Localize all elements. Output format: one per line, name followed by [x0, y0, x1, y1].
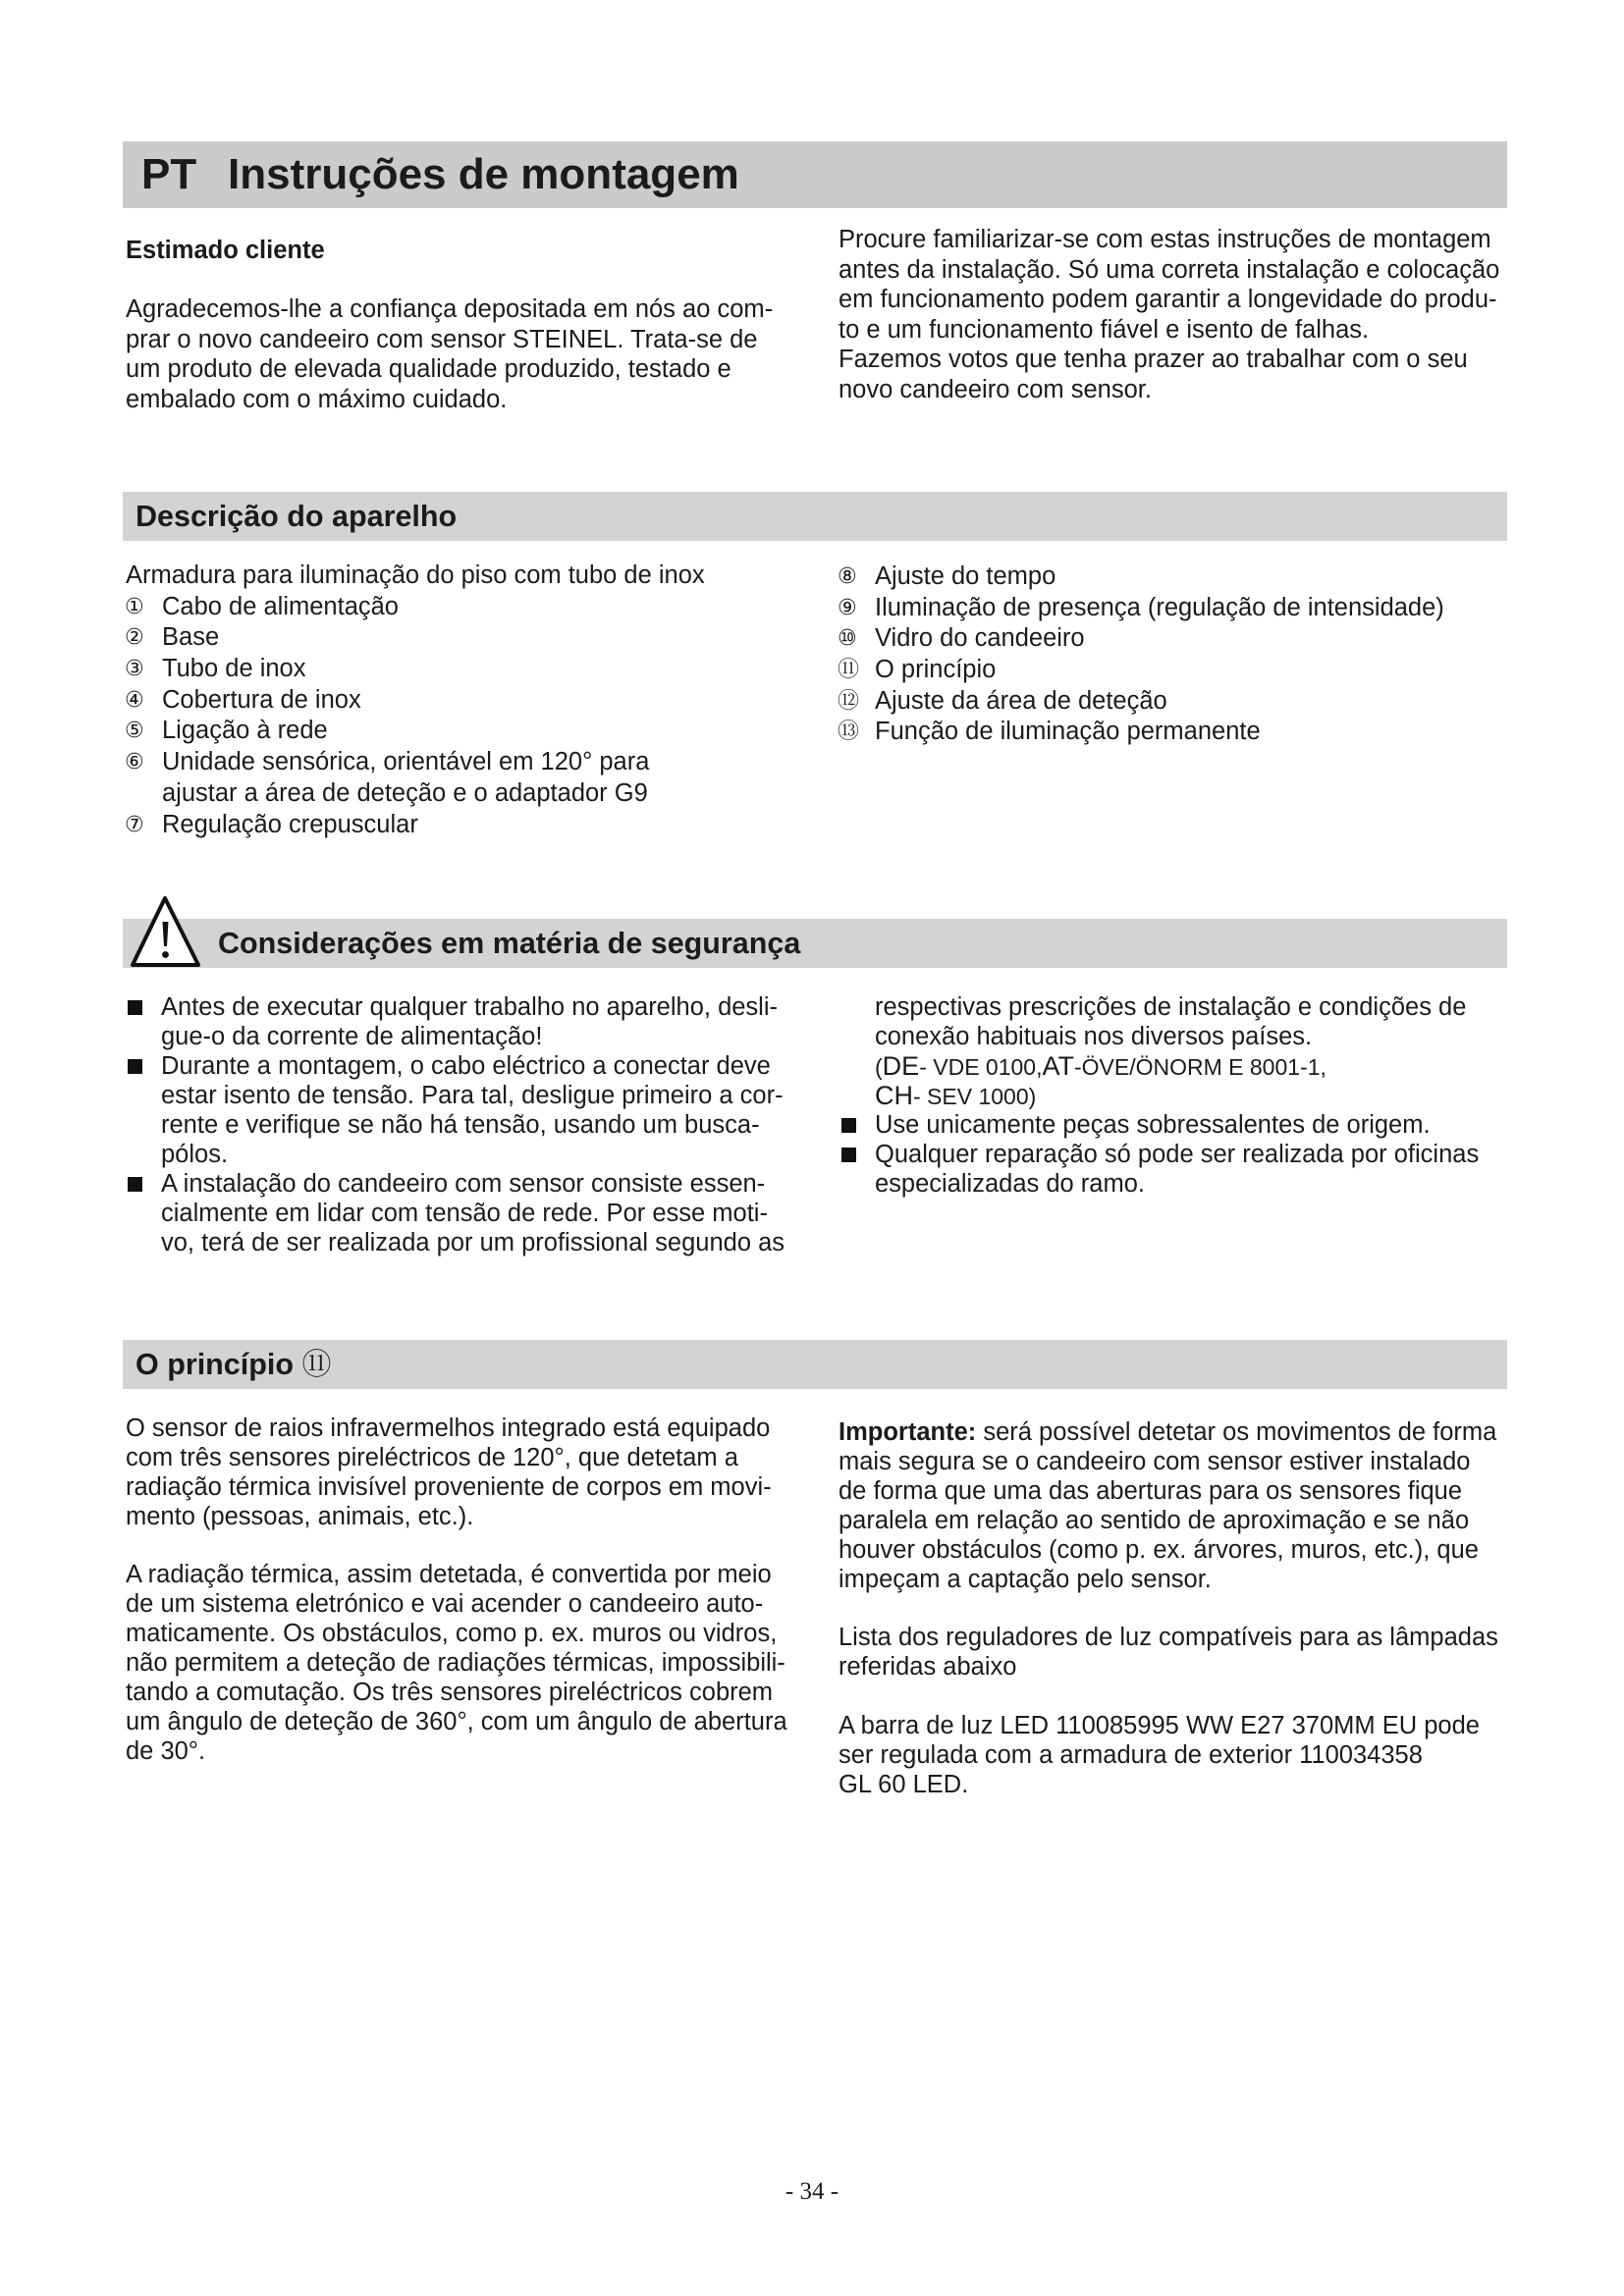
page-title: Instruções de montagem — [228, 150, 739, 198]
text-line: em funcionamento podem garantir a longevidade do produ- — [839, 286, 1497, 314]
bullet-marker — [841, 1118, 856, 1133]
norm-ch-standard: - SEV 1000) — [913, 1084, 1037, 1109]
text-line: respectivas prescrições de instalação e condições de — [875, 993, 1467, 1021]
text-line: Antes de executar qualquer trabalho no aparelho, desli- — [161, 993, 778, 1021]
text-line: referidas abaixo — [839, 1653, 1017, 1681]
bullet-text — [161, 1169, 785, 1257]
safety-right-column — [839, 992, 1479, 1199]
text-line: antes da instalação. Só uma correta instalação e colocação — [839, 255, 1500, 284]
bullet-marker — [128, 1000, 142, 1015]
important-paragraph — [839, 1417, 1498, 1594]
component-label: O princípio — [875, 656, 997, 684]
text-line: A barra de luz LED 110085995 WW E27 370MM EU pode — [839, 1712, 1480, 1739]
component-number: ⑪ — [838, 658, 860, 683]
component-list-right — [839, 561, 1444, 748]
norm-country-de: DE — [882, 1051, 920, 1081]
text-line: vo, terá de ser realizada por um profissional segundo as — [161, 1229, 785, 1256]
text-line: houver obstáculos (como p. ex. árvores, muros, etc.), que — [839, 1536, 1479, 1564]
bullet-marker — [841, 1148, 856, 1162]
principle-paragraph — [126, 1560, 787, 1766]
intro-right-paragraph — [839, 225, 1499, 405]
important-label: Importante: — [839, 1418, 977, 1446]
text-line: A instalação do candeeiro com sensor consiste essen- — [161, 1170, 766, 1198]
norm-open: ( — [875, 1054, 883, 1080]
text-line: especializadas do ramo. — [875, 1170, 1145, 1198]
bullet-text — [875, 1110, 1479, 1140]
text-line: Agradecemos-lhe a confiança depositada em nós ao com- — [126, 295, 774, 323]
component-number: ⑦ — [125, 812, 144, 837]
text-line: to e um funcionamento fiável e isento de falhas. — [839, 315, 1370, 344]
important-first-line — [839, 1417, 1498, 1447]
text-line: pólos. — [161, 1141, 229, 1168]
safety-bullet — [126, 1169, 785, 1257]
text-line: conexão habituais nos diversos países. — [875, 1023, 1313, 1050]
section-title: Considerações em matéria de segurança — [218, 927, 801, 960]
component-item — [839, 561, 1444, 593]
text-line: Procure familiarizar-se com estas instruções de montagem — [839, 226, 1491, 253]
component-item — [839, 717, 1444, 748]
component-number: ⑫ — [838, 688, 860, 714]
component-item — [126, 685, 705, 717]
text-line: mento (pessoas, animais, etc.). — [126, 1503, 474, 1530]
dimmer-list-paragraph — [839, 1623, 1498, 1682]
bullet-text — [161, 1051, 785, 1169]
text-line: gue-o da corrente de alimentação! — [161, 1023, 543, 1050]
text-line: embalado com o máximo cuidado. — [126, 385, 508, 413]
component-number: ⑥ — [125, 750, 144, 775]
component-number: ⑧ — [838, 564, 857, 589]
component-list-left — [126, 561, 705, 840]
component-label: Iluminação de presença (regulação de intensidade) — [875, 593, 1444, 621]
component-number: ⑨ — [838, 595, 857, 620]
bullet-text — [875, 1140, 1479, 1199]
warning-triangle-icon — [128, 891, 206, 970]
safety-bullet — [839, 1140, 1479, 1199]
text-line: um ângulo de deteção de 360°, com um ângulo de abertura — [126, 1707, 787, 1735]
component-item — [839, 623, 1444, 655]
text-line: Qualquer reparação só pode ser realizada por oficinas — [875, 1141, 1480, 1168]
component-number: ② — [125, 625, 144, 651]
section-bar-safety — [123, 919, 1507, 968]
component-label: Tubo de inox — [162, 655, 306, 683]
component-item — [839, 655, 1444, 686]
component-number: ① — [125, 594, 144, 619]
component-label: Regulação crepuscular — [162, 810, 418, 838]
component-number: ③ — [125, 657, 144, 682]
safety-left-column — [126, 992, 785, 1257]
text-line: Fazemos votos que tenha prazer ao trabalhar com o seu — [839, 346, 1468, 374]
component-number: ④ — [125, 687, 144, 713]
section-title-text: O princípio — [135, 1348, 294, 1381]
bullet-marker — [128, 1059, 142, 1074]
continuation-text — [875, 992, 1479, 1051]
component-label: Ajuste da área de deteção — [875, 686, 1167, 715]
section-bar-description — [123, 492, 1507, 541]
text-line: com três sensores pireléctricos de 120°, que detetam a — [126, 1444, 738, 1471]
component-number: ⑬ — [838, 720, 860, 745]
text-line: maticamente. Os obstáculos, como p. ex. muros ou vidros, — [126, 1619, 778, 1647]
text-line: tando a comutação. Os três sensores pireléctricos cobrem — [126, 1678, 774, 1706]
norm-country-ch: CH — [875, 1081, 913, 1110]
text-line: GL 60 LED. — [839, 1771, 969, 1798]
section-bar-principle — [123, 1340, 1507, 1389]
norm-at-standard: -ÖVE/ÖNORM E 8001-1, — [1073, 1054, 1326, 1080]
component-item — [126, 622, 705, 654]
component-label: Ajuste do tempo — [875, 562, 1056, 590]
norms-line-de-at — [875, 1051, 1479, 1081]
safety-bullet — [839, 1110, 1479, 1140]
safety-bullet — [126, 992, 785, 1051]
component-list-intro: Armadura para iluminação do piso com tubo de inox — [126, 561, 705, 589]
bullet-text — [161, 992, 785, 1051]
component-label: Ligação à rede — [162, 717, 328, 745]
norm-country-at: AT — [1042, 1051, 1074, 1081]
text-line: paralela em relação ao sentido de aproximação e se não — [839, 1507, 1470, 1534]
component-label: Função de iluminação permanente — [875, 718, 1261, 746]
important-text-rest — [839, 1447, 1498, 1594]
component-items-left — [126, 592, 705, 841]
component-label: Vidro do candeeiro — [875, 624, 1085, 653]
page-number: - 34 - — [785, 2178, 839, 2205]
text-line: O sensor de raios infravermelhos integrado está equipado — [126, 1415, 771, 1442]
component-label: Unidade sensórica, orientável em 120° para — [162, 748, 650, 776]
section-title: Descrição do aparelho — [135, 500, 458, 533]
text-line: de um sistema eletrónico e vai acender o candeeiro auto- — [126, 1589, 764, 1618]
bullet-continuation — [839, 992, 1479, 1110]
norms-line-ch — [875, 1081, 1479, 1110]
component-item — [126, 716, 705, 747]
text-line: prar o novo candeeiro com sensor STEINEL. Trata-se de — [126, 325, 758, 353]
component-item — [839, 686, 1444, 718]
component-label: Cobertura de inox — [162, 685, 361, 714]
principle-right-column — [839, 1417, 1498, 1799]
text-line: um produto de elevada qualidade produzido, testado e — [126, 355, 731, 384]
component-number: ⑤ — [125, 719, 144, 744]
component-number: ⑩ — [838, 626, 857, 652]
intro-left-paragraph — [126, 294, 773, 414]
principle-left-column — [126, 1414, 787, 1766]
component-label-continuation: ajustar a área de deteção e o adaptador G9 — [162, 778, 648, 807]
text-line: de forma que uma das aberturas para os sensores fique — [839, 1477, 1463, 1505]
text-line: A radiação térmica, assim detetada, é convertida por meio — [126, 1560, 772, 1588]
component-item — [126, 654, 705, 685]
component-items-right — [839, 561, 1444, 748]
text-line: Use unicamente peças sobressalentes de origem. — [875, 1111, 1431, 1139]
section-title — [135, 1340, 331, 1390]
component-item — [839, 593, 1444, 624]
text-line: radiação térmica invisível proveniente de corpos em movi- — [126, 1473, 772, 1501]
component-item — [126, 592, 705, 623]
title-bar — [123, 141, 1507, 208]
important-text: será possível detetar os movimentos de forma — [983, 1418, 1497, 1446]
component-item — [126, 810, 705, 841]
section-reference-number: ⑪ — [301, 1348, 332, 1382]
text-line: ser regulada com a armadura de exterior 110034358 — [839, 1741, 1423, 1769]
text-line: Lista dos reguladores de luz compatíveis para as lâmpadas — [839, 1624, 1498, 1651]
component-label: Cabo de alimentação — [162, 592, 399, 620]
text-line: Durante a montagem, o cabo eléctrico a conectar deve — [161, 1052, 771, 1080]
component-label: Base — [162, 623, 220, 652]
text-line: novo candeeiro com sensor. — [839, 375, 1152, 403]
greeting: Estimado cliente — [126, 237, 325, 264]
text-line: de 30°. — [126, 1736, 206, 1765]
text-line: impeçam a captação pelo sensor. — [839, 1566, 1212, 1593]
text-line: mais segura se o candeeiro com sensor estiver instalado — [839, 1448, 1471, 1475]
text-line: rente e verifique se não há tensão, usando um busca- — [161, 1111, 760, 1139]
principle-paragraph — [126, 1414, 787, 1531]
text-line: não permitem a deteção de radiações térmicas, impossibili- — [126, 1648, 785, 1677]
language-code: PT — [141, 150, 197, 198]
text-line: cialmente em lidar com tensão de rede. Por esse moti- — [161, 1200, 768, 1227]
component-item — [126, 747, 705, 778]
led-bar-paragraph — [839, 1711, 1498, 1799]
text-line: estar isento de tensão. Para tal, desligue primeiro a cor- — [161, 1082, 784, 1109]
bullet-marker — [128, 1177, 142, 1192]
norm-de-standard: - VDE 0100, — [919, 1054, 1043, 1080]
safety-bullet — [126, 1051, 785, 1169]
